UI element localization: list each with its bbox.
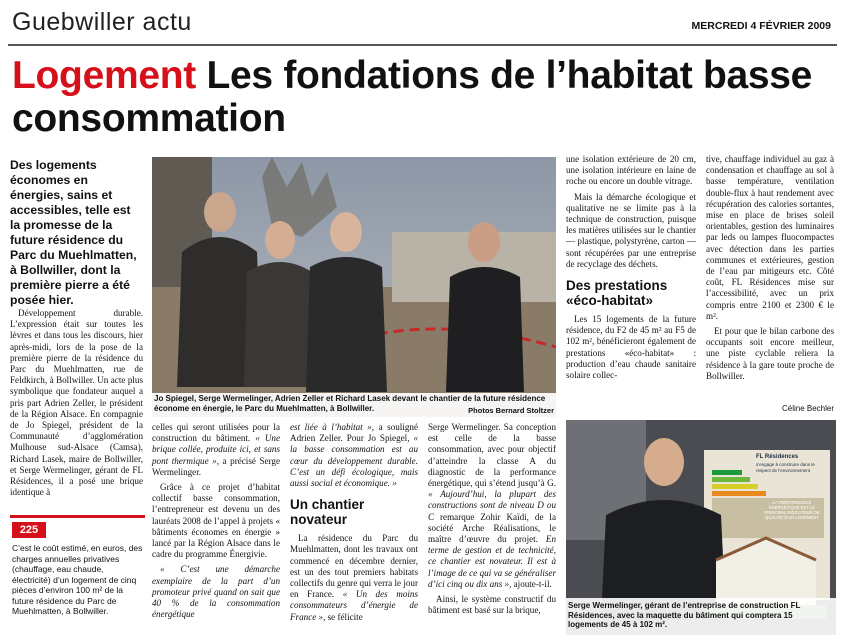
col4-paragraph-3: Les 15 logements de la future résidence, du F2 de 45 m² au F5 de 102 m², bénéficieront également de prestations «éco-habitat» : production d’eau chaude sanitaire solaire collec- — [566, 314, 696, 381]
issue-date: MERCREDI 4 FÉVRIER 2009 — [691, 20, 831, 32]
col4-subhead: Des prestations «éco-habitat» — [566, 278, 668, 309]
second-photo — [566, 420, 836, 635]
col2-paragraph-2: Grâce à ce projet d’habitat collectif basse consommation, l’entrepreneur est devenu un des lauréats 2008 de l’appel à projets « bâtiments économes en énergie » lancé par la Région Alsace dans le cadre du programme Énergivie. — [152, 482, 280, 560]
sidebox-text: C’est le coût estimé, en euros, des charges annuelles privatives (chauffage, eau chaude, électricité) d’un logement de cinq pièces d’environ 100 m² de la future résidence du Parc de Muehlmatten, à Bollwiller. — [12, 543, 143, 616]
col2-paragraph-1: celles qui seront utilisées pour la construction du bâtiment. « Une brique collée, produite ici, et sans pont thermique », a précisé Serge Wermelinger. — [152, 422, 281, 477]
col5-paragraph-1: tive, chauffage individuel au gaz à condensation et chauffage au sol à basse température, ventilation double-flux à haut rendement avec récupération des calories sortantes, mise en place de brises soleil orientables, gestion des luminaires par leds ou lampes fluocompactes avec détection dans les parties communes et extérieures, gestion de l’eau par mitigeurs etc. Côté coût, FL Résidences mise sur l’accessibilité, avec un prix compris entre 2100 et 2300 € le m². — [706, 154, 834, 321]
author: Céline Bechler — [781, 404, 834, 413]
second-photo-caption: Serge Wermelinger, gérant de l’entreprise de construction FL Résidences, avec la maquette du bâtiment qui comptera 15 logements de 45 à 102 m². — [568, 601, 801, 629]
main-photo-credit: Photos Bernard Stoltzer — [468, 406, 554, 415]
col4-lower-paragraph-2: Ainsi, le système constructif du bâtiment est basé sur la brique, — [428, 594, 556, 616]
main-photo-caption: Jo Spiegel, Serge Wermelinger, Adrien Zeller et Richard Lasek devant le chantier de la future résidence économe en énergie, le Parc du Muehlmatten, à Bollwiller. — [154, 394, 546, 413]
column-5 — [706, 154, 834, 386]
sign-title: FL Résidences — [756, 454, 799, 460]
lede: Des logements économes en énergies, sains et accessibles, telle est la promesse de la future résidence du Parc du Muehlmatten, à Bollwiller, dont la première pierre a été posée hier. — [10, 158, 137, 307]
headline — [12, 54, 837, 140]
col1-paragraph: Développement durable. L’expression était sur toutes les lèvres et dans tous les discours, hier après-midi, lors de la pose de la première pierre de la résidence du Parc du Muehlmatten, rue de Feldkirch, à Bollwiller. Un acte plus symbolique que fondateur auquel a pris part Adrien Zeller, le président de la Région Alsace. En compagnie de Jo Spiegel, président de la Communauté d’agglomération Mulhouse sud-Alsace (Camsa), Richard Lasek, maire de Bollwiller, et Serge Wermelinger, gérant de FL Résidences, il a posé une brique identique à — [10, 308, 143, 498]
main-photo-image — [152, 157, 556, 417]
col3-paragraph-1: est liée à l’habitat », a souligné Adrien Zeller. Pour Jo Spiegel, « la basse consommation est au cœur du développement durable. C’est un défi écologique, mais aussi social et économique. » — [290, 422, 418, 489]
col3-paragraph-2: La résidence du Parc du Muehlmatten, dont les travaux ont commencé en décembre dernier, est un des tout premiers habitats collectifs du genre qui verra le jour en France. « Un des moins consommateurs d’énergie de France », se félicite — [290, 533, 418, 622]
col4-paragraph-1: une isolation extérieure de 20 cm, une isolation intérieure en laine de roche ou encore un double vitrage. — [566, 154, 696, 187]
col5-paragraph-2: Et pour que le bilan carbone des occupants soit encore meilleur, une piste cyclable reliera la résidence à la gare toute proche de Bollwiller. — [706, 326, 834, 381]
column-1 — [10, 308, 143, 502]
headline-text: Les fondations de l’habitat basse consommation — [12, 54, 813, 140]
column-3 — [290, 422, 418, 627]
sign-subtitle: s’engage à construire dans le respect de l’environnement — [756, 462, 815, 473]
sidebox-figure: 225 — [12, 522, 46, 538]
main-photo — [152, 157, 556, 417]
col4-paragraph-2: Mais la démarche écologique et qualitative ne se limite pas à la technique de construction, puisque les matières utilisées sur le chantier — plastique, polystyrène, carton — sont récupérées par une entreprise de recyclage des déchets. — [566, 191, 696, 269]
masthead-rule — [8, 44, 837, 46]
col3-subhead: Un chantier novateur — [290, 497, 365, 528]
sidebox-rule — [10, 515, 145, 518]
headline-highlight: Logement — [12, 54, 196, 97]
col2-paragraph-3: « C’est une démarche exemplaire de la part d’un promoteur privé quand on sait que 40 % de la consommation énergétique — [152, 564, 280, 620]
col4-lower-paragraph-1: Serge Wermelinger. Sa conception est celle de la basse consommation, avec pour objectif d’atteindre la classe A du diagnostic de la performance énergétique, qui s’étend jusqu’à G. « Aujourd’hui, la plupart des constructions sont de niveau D ou C remarque Zohir Kaïdi, de la société Arche Réalisations, le maître d’œuvre du projet. En terme de gestion et de technicité, ce chantier est novateur. Il est à l’image de ce qui va se généraliser d’ici cinq ou dix ans », ajoute-t-il. — [428, 422, 556, 589]
column-2 — [152, 422, 280, 624]
masthead: Guebwiller actu — [12, 8, 192, 36]
sign-band: LA PERFORMANCE ÉNERGÉTIQUE EST LE PRINCIPAL INDICATEUR DE QUALITÉ D’UN LOGEMENT — [764, 500, 820, 520]
column-4-lower — [428, 422, 556, 620]
column-4 — [566, 154, 696, 385]
